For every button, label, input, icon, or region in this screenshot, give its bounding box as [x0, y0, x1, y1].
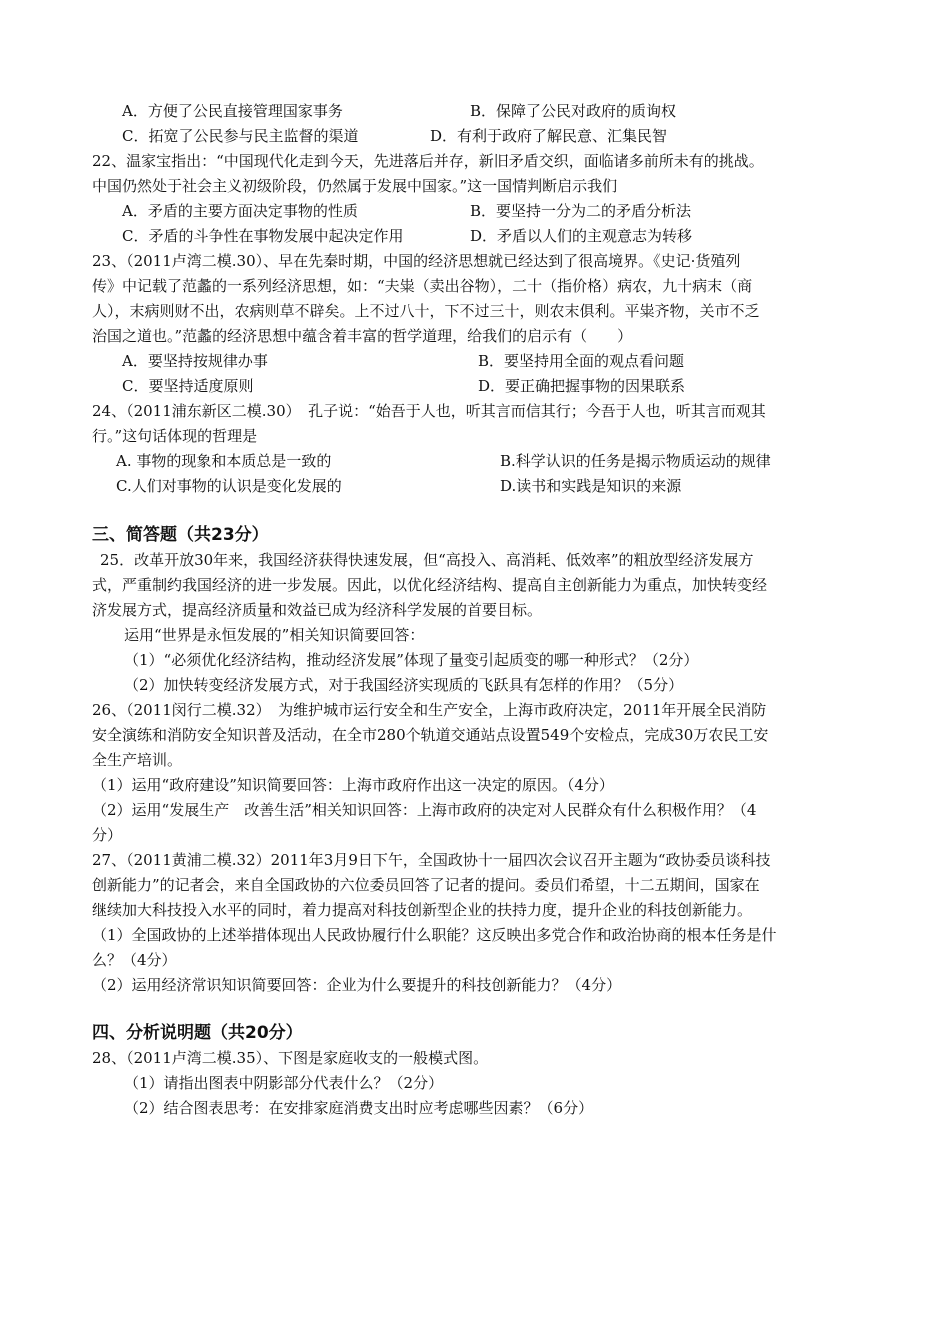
q21-option-a: A．方便了公民直接管理国家事务 [122, 102, 343, 120]
q21-option-d: D．有利于政府了解民意、汇集民智 [430, 127, 668, 145]
q22-stem-line: 22、温家宝指出：“中国现代化走到今天，先进落后并存，新旧矛盾交织，面临诸多前所未有的挑战。 [92, 152, 764, 170]
q28-stem-line: 28、（2011卢湾二模.35）、下图是家庭收支的一般模式图。 [92, 1049, 489, 1067]
q27-subquestion-1: （1）全国政协的上述举措体现出人民政协履行什么职能？这反映出多党合作和政治协商的根本任务是什 [92, 926, 777, 944]
q25-stem-line: 济发展方式，提高经济质量和效益已成为经济科学发展的首要目标。 [92, 601, 543, 619]
q23-stem-line: 治国之道也。”范蠡的经济思想中蕴含着丰富的哲学道理，给我们的启示有（ ） [92, 327, 633, 345]
q25-subquestion-1: （1）“必须优化经济结构，推动经济发展”体现了量变引起质变的哪一种形式？（2分） [124, 651, 699, 669]
q23-option-a: A．要坚持按规律办事 [122, 352, 268, 370]
q26-stem-line: 安全演练和消防安全知识普及活动，在全市280个轨道交通站点设置549个安检点，完成30万农民工安 [92, 726, 769, 744]
q25-stem-line: 运用“世界是永恒发展的”相关知识简要回答： [124, 626, 425, 644]
q24-stem-line: 行。”这句话体现的哲理是 [92, 427, 258, 445]
q27-stem-line: 27、（2011黄浦二模.32）2011年3月9日下午，全国政协十一届四次会议召开主题为“政协委员谈科技 [92, 851, 771, 869]
q27-stem-line: 继续加大科技投入水平的同时，着力提高对科技创新型企业的扶持力度，提升企业的科技创新能力。 [92, 901, 753, 919]
q23-stem-line: 23、（2011卢湾二模.30）、早在先秦时期，中国的经济思想就已经达到了很高境界。《史记·货殖列 [92, 252, 741, 270]
q24-option-d: D.读书和实践是知识的来源 [500, 477, 682, 495]
q22-option-a: A．矛盾的主要方面决定事物的性质 [122, 202, 358, 220]
q22-stem-line: 中国仍然处于社会主义初级阶段，仍然属于发展中国家。”这一国情判断启示我们 [92, 177, 618, 195]
q23-stem-line: 人），末病则财不出，农病则草不辟矣。上不过八十，下不过三十，则农末俱利。平粜齐物，关市不乏 [92, 302, 760, 320]
q23-stem-line: 传》中记载了范蠡的一系列经济思想，如：“夫粜（卖出谷物），二十（指价格）病农，九十病末（商 [92, 277, 753, 295]
q26-subquestion-2: （2）运用“发展生产 改善生活”相关知识回答：上海市政府的决定对人民群众有什么积极作用？（4 [92, 801, 757, 819]
q23-option-c: C．要坚持适度原则 [122, 377, 254, 395]
q25-stem-line: 25．改革开放30年来，我国经济获得快速发展，但“高投入、高消耗、低效率”的粗放型经济发展方 [100, 551, 754, 569]
q28-subquestion-1: （1）请指出图表中阴影部分代表什么？（2分） [124, 1074, 444, 1092]
q21-option-c: C．拓宽了公民参与民主监督的渠道 [122, 127, 359, 145]
q28-subquestion-2: （2）结合图表思考：在安排家庭消费支出时应考虑哪些因素？（6分） [124, 1099, 594, 1117]
q21-option-b: B．保障了公民对政府的质询权 [470, 102, 677, 120]
q22-option-c: C．矛盾的斗争性在事物发展中起决定作用 [122, 227, 404, 245]
section-4-heading: 四、分析说明题（共20分） [92, 1023, 303, 1043]
q26-stem-line: 全生产培训。 [92, 751, 183, 769]
q24-stem-line: 24、（2011浦东新区二模.30） 孔子说：“始吾于人也，听其言而信其行；今吾于人也，听其言而观其 [92, 402, 766, 420]
q27-subquestion-2: （2）运用经济常识知识简要回答：企业为什么要提升的科技创新能力？（4分） [92, 976, 622, 994]
q22-option-b: B．要坚持一分为二的矛盾分析法 [470, 202, 692, 220]
q25-stem-line: 式，严重制约我国经济的进一步发展。因此，以优化经济结构、提高自主创新能力为重点，加快转变经 [92, 576, 768, 594]
q26-stem-line: 26、（2011闵行二模.32） 为维护城市运行安全和生产安全，上海市政府决定，2011年开展全民消防 [92, 701, 767, 719]
q24-option-a: A. 事物的现象和本质总是一致的 [116, 452, 332, 470]
q26-subquestion-2-cont: 分） [92, 826, 123, 844]
section-3-heading: 三、简答题（共23分） [92, 525, 269, 545]
q24-option-b: B.科学认识的任务是揭示物质运动的规律 [500, 452, 771, 470]
q25-subquestion-2: （2）加快转变经济发展方式，对于我国经济实现质的飞跃具有怎样的作用？（5分） [124, 676, 684, 694]
q23-option-b: B．要坚持用全面的观点看问题 [478, 352, 685, 370]
q24-option-c: C.人们对事物的认识是变化发展的 [116, 477, 342, 495]
q27-stem-line: 创新能力”的记者会，来自全国政协的六位委员回答了记者的提问。委员们希望，十二五期间，国家在 [92, 876, 760, 894]
q23-option-d: D．要正确把握事物的因果联系 [478, 377, 686, 395]
q27-subquestion-1-cont: 么？（4分） [92, 951, 177, 969]
q26-subquestion-1: （1）运用“政府建设”知识简要回答：上海市政府作出这一决定的原因。（4分） [92, 776, 614, 794]
q22-option-d: D．矛盾以人们的主观意志为转移 [470, 227, 693, 245]
